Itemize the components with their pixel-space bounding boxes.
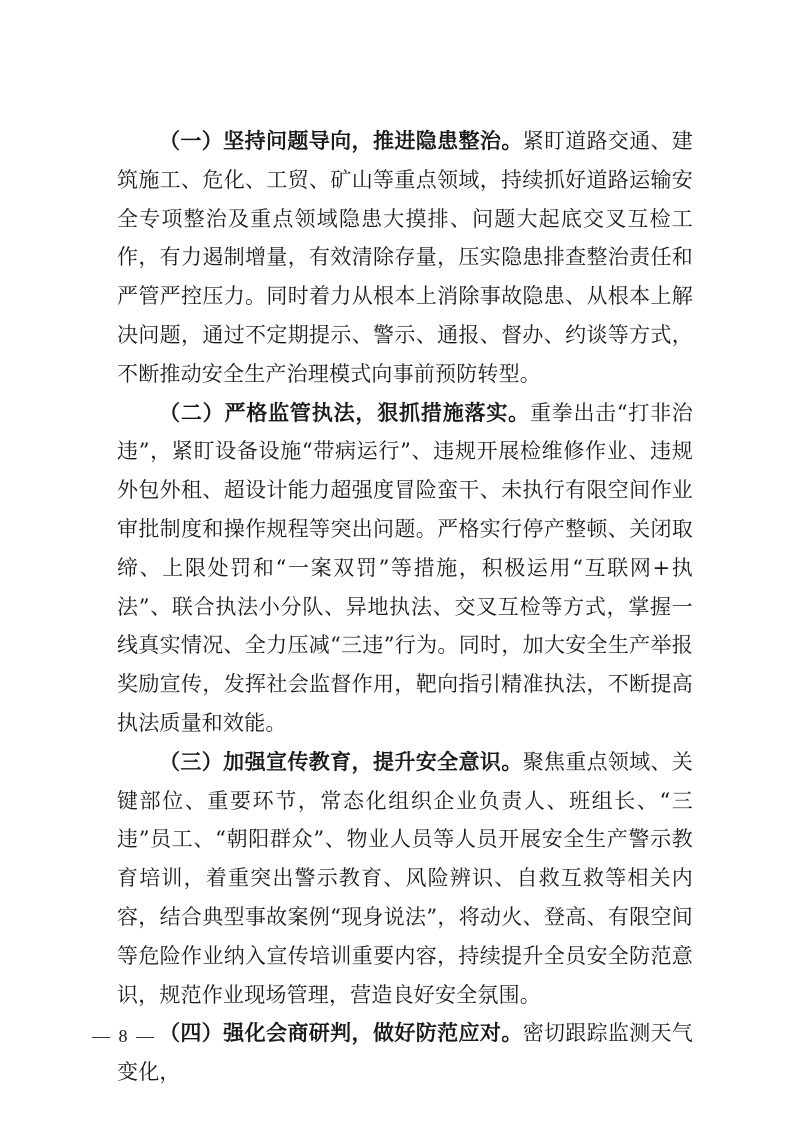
paragraph-4 bbox=[117, 1014, 693, 1092]
document-body bbox=[117, 122, 693, 1092]
paragraph-3-text: 聚焦重点领域、关键部位、重要环节，常态化组织企业负责人、班组长、“三违”员工、“朝阳群众”、物业人员等人员开展安全生产警示教育培训，着重突出警示教育、风险辨识、自救互救等相关内容，结合典型事故案例“现身说法”，将动火、登高、有限空间等危险作业纳入宣传培训重要内容，持续提升全员安全防范意识，规范作业现场管理，营造良好安全氛围。 bbox=[117, 749, 693, 1007]
paragraph-2 bbox=[117, 394, 693, 743]
paragraph-1-heading: （一）坚持问题导向，推进隐患整治。 bbox=[159, 129, 523, 153]
paragraph-4-heading: （四）强化会商研判，做好防范应对。 bbox=[159, 1021, 523, 1046]
paragraph-3 bbox=[117, 743, 693, 1015]
paragraph-2-text: 重拳出击“打非治违”，紧盯设备设施“带病运行”、违规开展检维修作业、违规外包外租、超设计能力超强度冒险蛮干、未执行有限空间作业审批制度和操作规程等突出问题。严格实行停产整顿、关闭取缔、上限处罚和“一案双罚”等措施，积极运用“互联网+执法”、联合执法小分队、异地执法、交叉互检等方式，掌握一线真实情况、全力压减“三违”行为。同时，加大安全生产举报奖励宣传，发挥社会监督作用，靶向指引精准执法，不断提高执法质量和效能。 bbox=[117, 400, 693, 735]
paragraph-3-heading: （三）加强宣传教育，提升安全意识。 bbox=[159, 749, 523, 774]
paragraph-1-text: 紧盯道路交通、建筑施工、危化、工贸、矿山等重点领域，持续抓好道路运输安全专项整治及重点领域隐患大摸排、问题大起底交叉互检工作，有力遏制增量，有效清除存量，压实隐患排查整治责任和严管严控压力。同时着力从根本上消除事故隐患、从根本上解决问题，通过不定期提示、警示、通报、督办、约谈等方式，不断推动安全生产治理模式向事前预防转型。 bbox=[117, 129, 693, 386]
paragraph-4-text: 密切跟踪监测天气变化， bbox=[117, 1021, 693, 1085]
paragraph-1 bbox=[117, 122, 693, 394]
page-number: — 8 — bbox=[92, 1026, 156, 1046]
paragraph-2-heading: （二）严格监管执法，狠抓措施落实。 bbox=[159, 400, 530, 425]
